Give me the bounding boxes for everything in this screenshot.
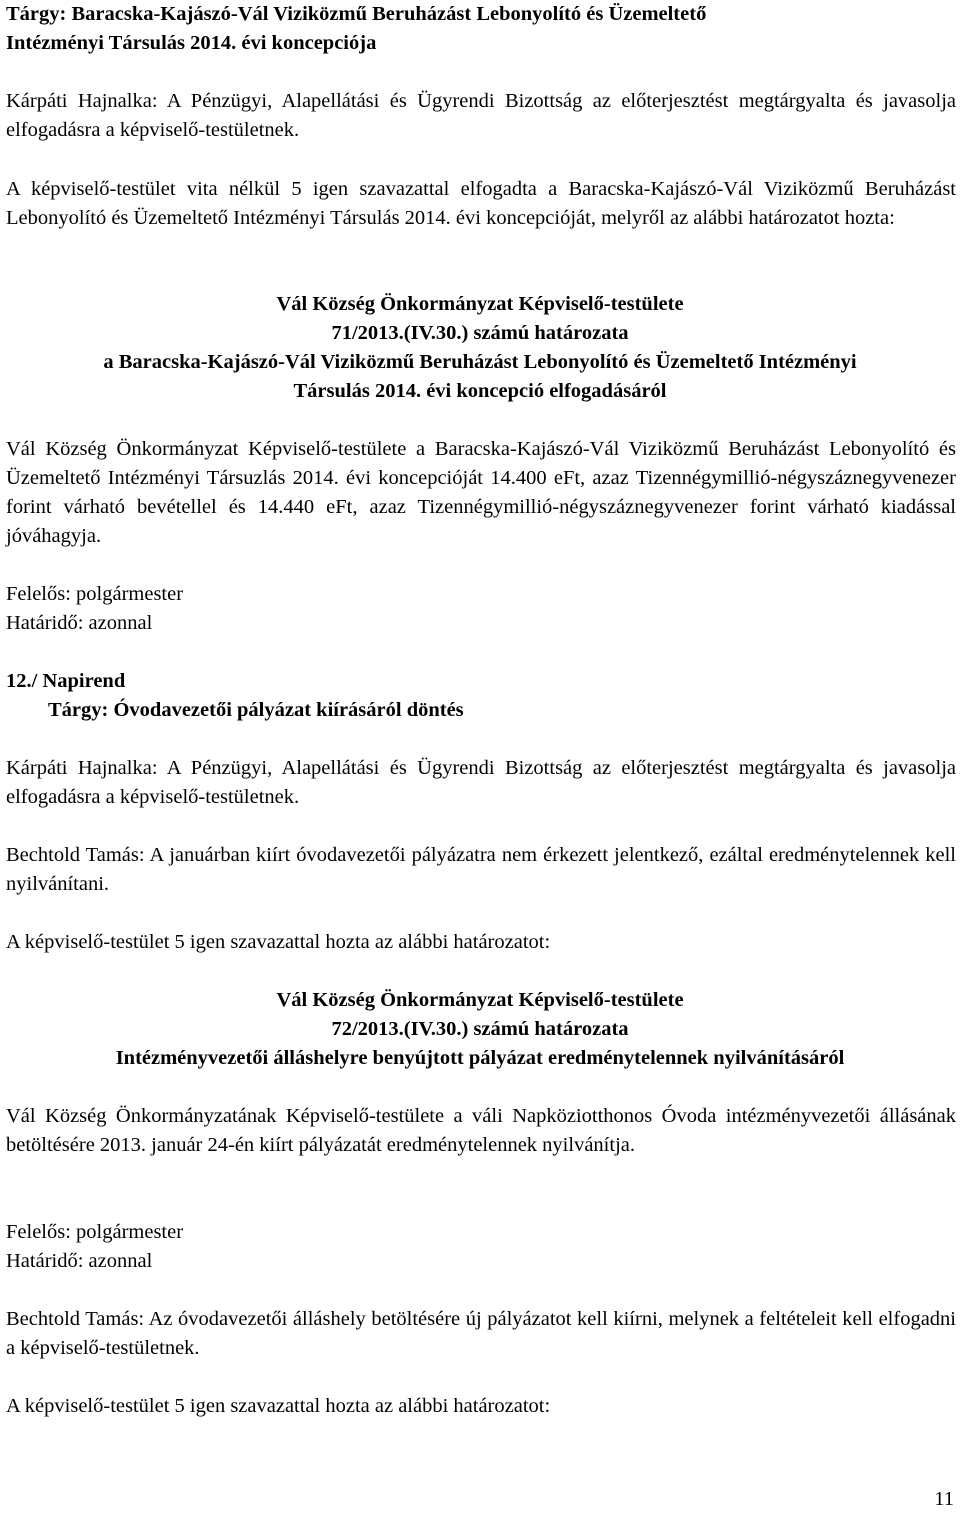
vote-paragraph-12a: A képviselő-testület 5 igen szavazattal hozta az alábbi határozatot: — [6, 931, 551, 953]
vote-paragraph: A képviselő-testület vita nélkül 5 igen szavazattal elfogadta a Baracska-Kajászó-Vál Viziközmű Beruházást Lebonyolító és Üzemeltető Intézményi Társulás 2014. évi koncepcióját, melyről az alábbi határozatot hozta: — [6, 178, 956, 229]
deadline: Határidő: azonnal — [6, 612, 153, 634]
resolution-body: Vál Község Önkormányzat Képviselő-testülete — [276, 293, 684, 315]
responsible: Felelős: polgármester — [6, 583, 184, 605]
agenda-subject: Tárgy: Óvodavezetői pályázat kiírásáról döntés — [48, 699, 464, 721]
resolution-72-text: Vál Község Önkormányzatának Képviselő-testülete a váli Napköziotthonos Óvoda intézményvezetői állásának betöltésére 2013. január 24-én kiírt pályázatát eredménytelennek nyilvánítja. — [6, 1105, 956, 1156]
bechtold-paragraph-1: Bechtold Tamás: A januárban kiírt óvodavezetői pályázatra nem érkezett jelentkező, ezáltal eredménytelennek kell nyilvánítani. — [6, 844, 956, 895]
resolution-title-line-1: a Baracska-Kajászó-Vál Viziközmű Beruházást Lebonyolító és Üzemeltető Intézményi — [103, 351, 857, 373]
resolution-71-heading — [0, 290, 960, 406]
resolution-71-text: Vál Község Önkormányzat Képviselő-testülete a Baracska-Kajászó-Vál Viziközmű Beruházást Lebonyolító és Üzemeltető Intézményi Társuzlás 2014. évi koncepcióját 14.400 eFt, azaz Tizennégymillió-négyszáznegyvenezer forint várható bevétellel és 14.440 eFt, azaz Tizennégymillió-négyszáznegyvenezer forint várható kiadással jóváhagyja. — [6, 438, 956, 547]
agenda-12-heading — [6, 667, 956, 725]
resolution-title: Intézményvezetői álláshelyre benyújtott pályázat eredménytelennek nyilvánításáról — [115, 1047, 845, 1069]
vote-paragraph-12b: A képviselő-testület 5 igen szavazattal hozta az alábbi határozatot: — [6, 1395, 551, 1417]
committee-paragraph-12: Kárpáti Hajnalka: A Pénzügyi, Alapellátási és Ügyrendi Bizottság az előterjesztést megtárgyalta és javasolja elfogadásra a képviselő-testületnek. — [6, 757, 956, 808]
agenda-number: 12./ Napirend — [6, 670, 126, 692]
deadline: Határidő: azonnal — [6, 1250, 153, 1272]
resolution-number: 72/2013.(IV.30.) számú határozata — [331, 1018, 629, 1040]
page-number: 11 — [934, 1488, 954, 1510]
resolution-body: Vál Község Önkormányzat Képviselő-testülete — [276, 989, 684, 1011]
responsible: Felelős: polgármester — [6, 1221, 184, 1243]
section-11-responsibility — [6, 580, 956, 638]
committee-paragraph: Kárpáti Hajnalka: A Pénzügyi, Alapellátási és Ügyrendi Bizottság az előterjesztést megtárgyalta és javasolja elfogadásra a képviselő-testületnek. — [6, 90, 956, 141]
bechtold-paragraph-2: Bechtold Tamás: Az óvodavezetői álláshely betöltésére új pályázatot kell kiírni, melynek a feltételeit kell elfogadni a képviselő-testületnek. — [6, 1308, 956, 1359]
resolution-title-line-2: Társulás 2014. évi koncepció elfogadásáról — [293, 380, 667, 402]
section-11-subject — [6, 0, 956, 58]
resolution-number: 71/2013.(IV.30.) számú határozata — [331, 322, 629, 344]
subject-line-1: Tárgy: Baracska-Kajászó-Vál Viziközmű Beruházást Lebonyolító és Üzemeltető — [6, 3, 707, 25]
resolution-72-heading — [0, 986, 960, 1073]
subject-line-2: Intézményi Társulás 2014. évi koncepciója — [6, 32, 377, 54]
section-12-responsibility — [6, 1218, 956, 1276]
